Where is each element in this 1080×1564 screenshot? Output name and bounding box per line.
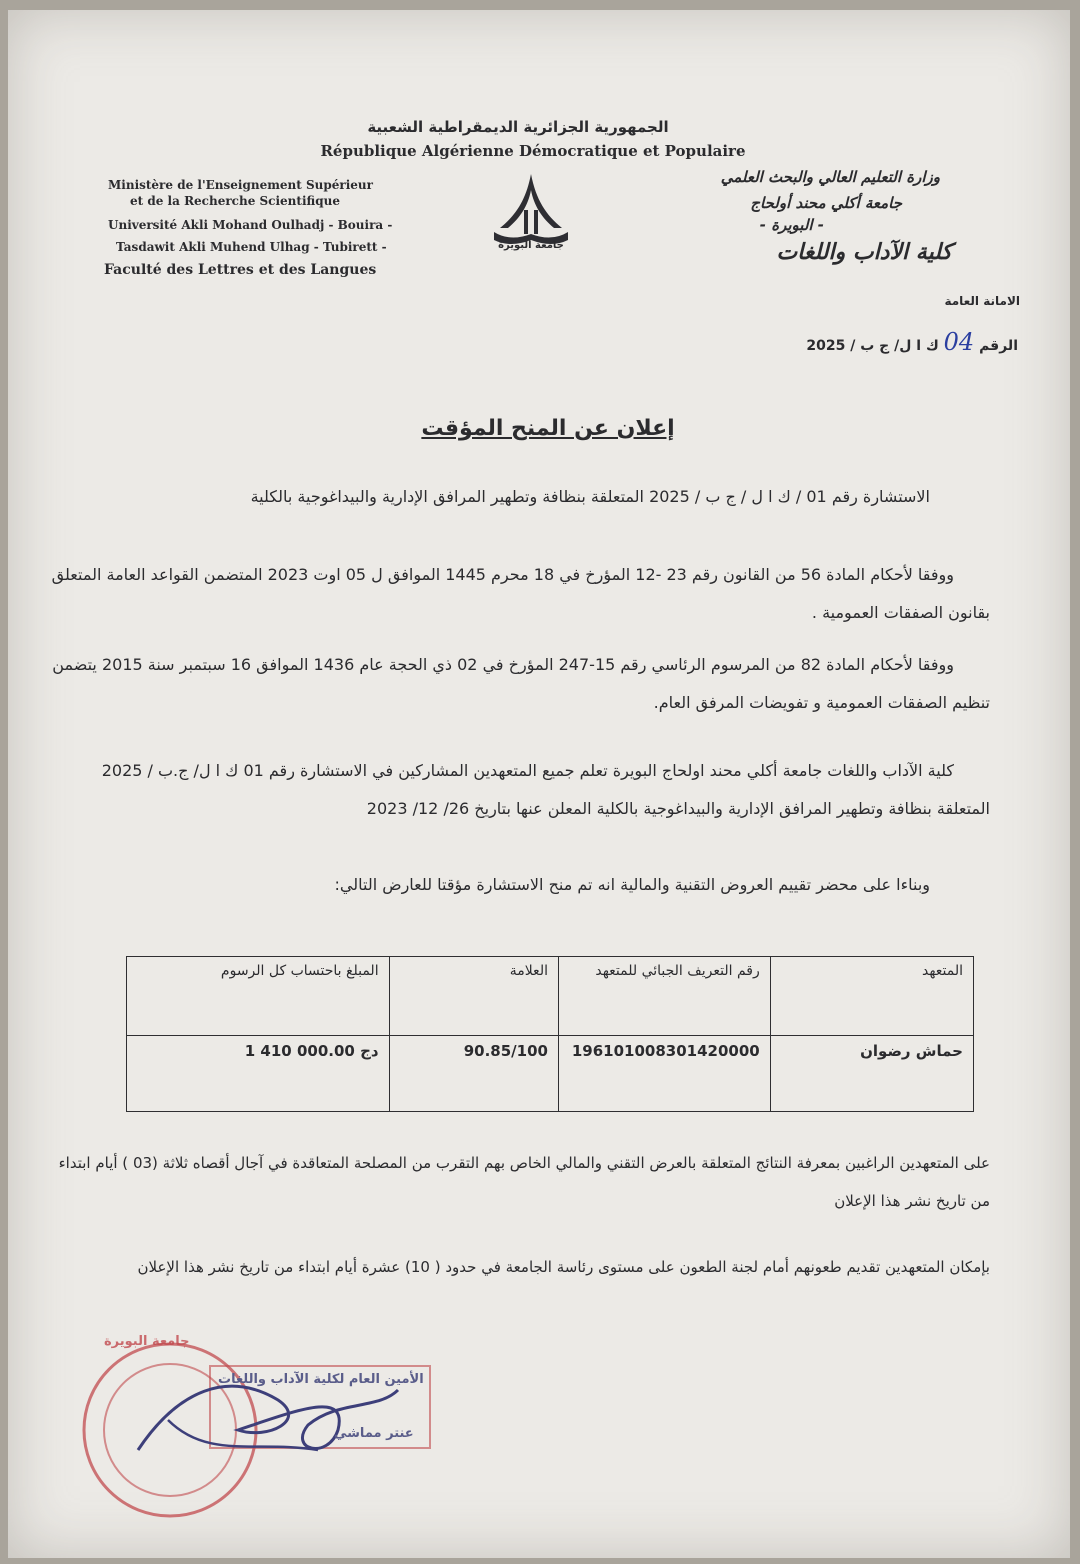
- stamp-ring-text: جامعة البويرة: [104, 1334, 190, 1349]
- table-header: المبلغ باحتساب كل الرسوم: [127, 957, 390, 1036]
- university-logo: [486, 170, 576, 260]
- ministry-fr-1: Ministère de l'Enseignement Supérieur: [108, 178, 373, 192]
- amount: 1 410 000.00 دج: [127, 1036, 390, 1112]
- tax-id: 196101008301420000: [558, 1036, 770, 1112]
- paragraph-evaluation: وبناءا على محضر تقييم العروض التقنية والمالية انه تم منح الاستشارة مؤقتا للعارض التالي:: [334, 875, 930, 894]
- secretariat-label: الامانة العامة: [944, 294, 1020, 308]
- paragraph-law-article-56: ووفقا لأحكام المادة 56 من القانون رقم 23 -12 المؤرخ في 18 محرم 1445 الموافق ل 05 اوت 2023 المتضمن القواعد العامة المتعلق بقانون الصفقات العمومية .: [51, 565, 990, 622]
- table-header: العلامة: [389, 957, 558, 1036]
- city-ar: - البويرة -: [759, 216, 824, 234]
- page-title: إعلان عن المنح المؤقت: [421, 416, 675, 441]
- university-tz: Tasdawit Akli Muhend Ulhag - Tubirett -: [116, 240, 387, 254]
- reference-number: [806, 328, 1018, 356]
- reference-handwritten-number: 04: [943, 328, 975, 356]
- table-header: المتعهد: [770, 957, 973, 1036]
- signatory-name: عنتر مماشي: [334, 1426, 414, 1441]
- signature-block: [78, 1330, 438, 1540]
- paragraph-consultation: الاستشارة رقم 01 / ك ا ل / ج ب / 2025 المتعلقة بنظافة وتطهير المرافق الإدارية والبيداغوجية بالكلية: [250, 487, 930, 506]
- paragraph-results-info: على المتعهدين الراغبين بمعرفة النتائج المتعلقة بالعرض التقني والمالي الخاص بهم التقرب من المصلحة المتعاقدة في آجال أقصاه ثلاثة (03 ) أيام ابتداء من تاريخ نشر هذا الإعلان: [58, 1154, 990, 1210]
- republic-ar: الجمهورية الجزائرية الديمقراطية الشعبية: [367, 118, 669, 136]
- ministry-ar: وزارة التعليم العالي والبحث العلمي: [720, 168, 940, 186]
- faculty-ar: كلية الآداب واللغات: [776, 240, 952, 265]
- document-page: [8, 10, 1070, 1558]
- ministry-fr-2: et de la Recherche Scientifique: [130, 194, 340, 208]
- table-header: رقم التعريف الجبائي للمتعهد: [558, 957, 770, 1036]
- paragraph-appeals: بإمكان المتعهدين تقديم طعونهم أمام لجنة الطعون على مستوى رئاسة الجامعة في حدود ( 10) عشرة أيام ابتداء من تاريخ نشر هذا الإعلان: [137, 1258, 990, 1276]
- paragraph-decree-article-82: ووفقا لأحكام المادة 82 من المرسوم الرئاسي رقم 15-247 المؤرخ في 02 ذي الحجة عام 1436 الموافق 16 سبتمبر سنة 2015 يتضمن تنظيم الصفقات العمومية و تفويضات المرفق العام.: [52, 655, 990, 712]
- republic-fr: République Algérienne Démocratique et Populaire: [320, 142, 746, 160]
- reference-suffix: ك ا ل/ ج ب / 2025: [806, 338, 939, 354]
- logo-caption: جامعة البويرة: [498, 240, 564, 251]
- award-table: [126, 956, 974, 1112]
- university-fr: Université Akli Mohand Oulhadj - Bouira -: [108, 218, 393, 232]
- faculty-fr: Faculté des Lettres et des Langues: [104, 262, 377, 278]
- university-ar: جامعة أكلي محند أولحاج: [750, 194, 902, 212]
- paragraph-faculty-notice: كلية الآداب واللغات جامعة أكلي محند اولحاج البويرة تعلم جميع المتعهدين المشاركين في الاستشارة رقم 01 ك ا ل/ ج.ب / 2025 المتعلقة بنظافة وتطهير المرافق الإدارية والبيداغوجية بالكلية المعلن عنها بتاريخ 26/ 12/ 2023: [101, 761, 990, 818]
- table-row: [127, 1036, 974, 1112]
- bidder-name: حماش رضوان: [770, 1036, 973, 1112]
- signatory-title: الأمين العام لكلية الآداب واللغات: [218, 1372, 424, 1387]
- table-header-row: [127, 957, 974, 1036]
- score: 90.85/100: [389, 1036, 558, 1112]
- reference-prefix: الرقم: [979, 338, 1018, 354]
